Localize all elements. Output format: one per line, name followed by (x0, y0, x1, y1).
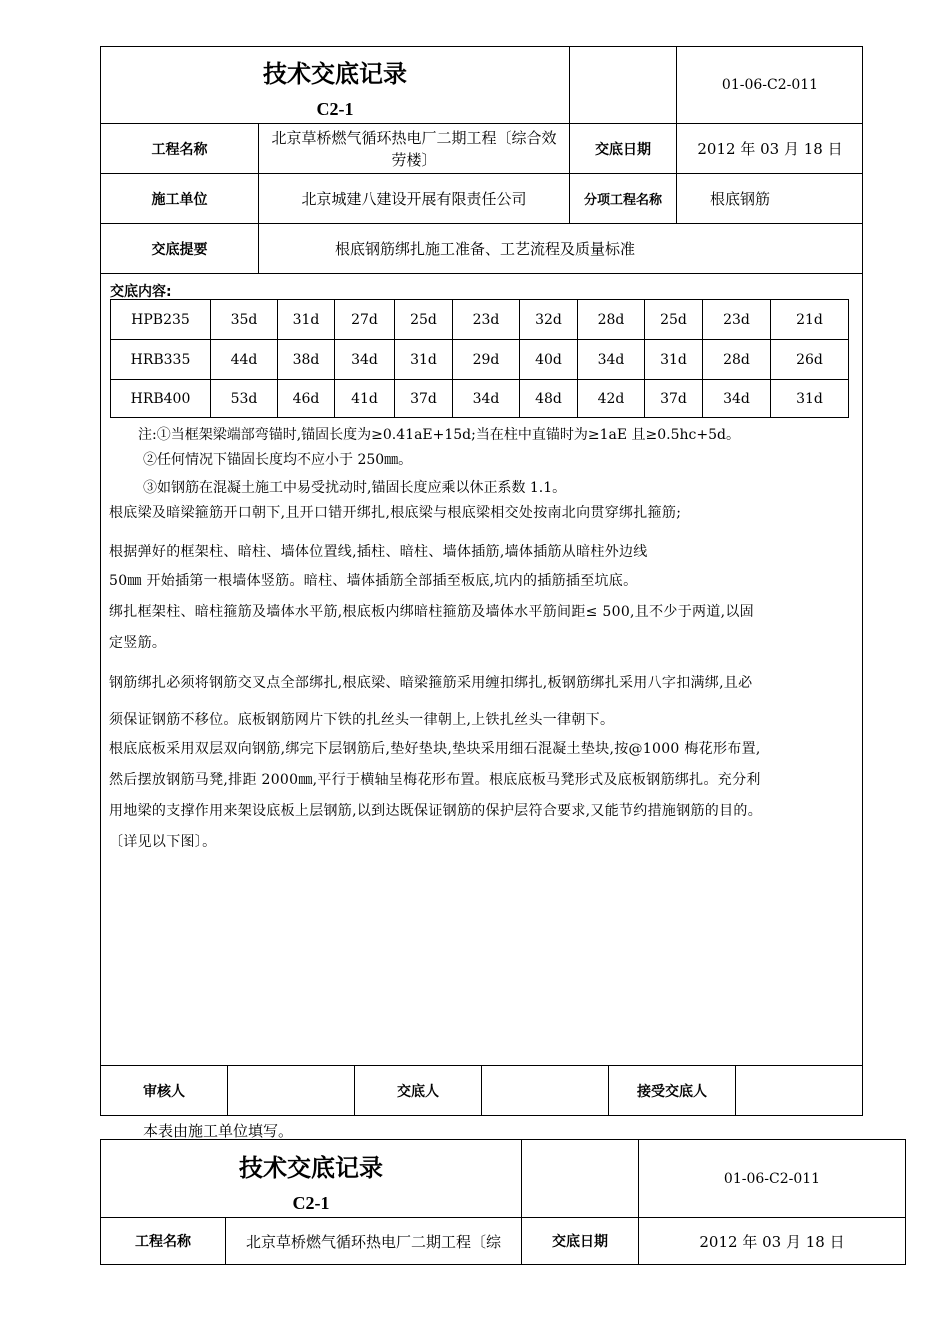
anchorage-value-cell: 53d (211, 380, 278, 418)
anchorage-value-cell: 41d (335, 380, 395, 418)
anchorage-value-cell: 31d (645, 340, 703, 380)
receiver-label: 接受交底人 (609, 1066, 736, 1116)
form1-title: 技术交底记录 (263, 60, 407, 88)
form1-date-label: 交底日期 (570, 124, 677, 174)
anchorage-value-cell: 42d (578, 380, 645, 418)
form1-unit-value: 北京城建八建设开展有限责任公司 (259, 174, 570, 224)
form2-blank-header (522, 1140, 639, 1218)
anchorage-value-cell: 35d (211, 300, 278, 340)
para-line: 根底梁及暗梁箍筋开口朝下,且开口错开绑扎,根底梁与根底梁相交处按南北向贯穿绑扎箍筋; (109, 505, 682, 521)
form2-title: 技术交底记录 (239, 1153, 383, 1182)
form1-summary-label: 交底提要 (101, 224, 259, 274)
anchorage-value-cell: 32d (520, 300, 578, 340)
form1-summary-value: 根底钢筋绑扎施工准备、工艺流程及质量标准 (259, 224, 863, 274)
anchorage-table-body (111, 300, 849, 418)
anchorage-value-cell: 38d (278, 340, 335, 380)
form1-date-value: 2012 年 03 月 18 日 (677, 124, 863, 174)
form1-project-value: 北京草桥燃气循环热电厂二期工程〔综合效劳楼〕 (259, 124, 570, 174)
note-3: ③如钢筋在混凝土施工中易受扰动时,锚固长度应乘以休正系数 1.1。 (143, 480, 567, 496)
anchorage-value-cell: 46d (278, 380, 335, 418)
anchorage-value-cell: 25d (395, 300, 453, 340)
anchorage-value-cell: 40d (520, 340, 578, 380)
note-2: ②任何情况下锚固长度均不应小于 250㎜。 (143, 452, 413, 468)
form2-doc-no: 01-06-C2-011 (639, 1140, 905, 1218)
anchorage-value-cell: 25d (645, 300, 703, 340)
steel-grade-cell: HPB235 (111, 300, 211, 340)
footnote: 本表由施工单位填写。 (143, 1122, 294, 1140)
form1-code: C2-1 (316, 99, 354, 119)
form1-unit-label: 施工单位 (101, 174, 259, 224)
form1-signature-row (101, 1065, 863, 1116)
form2 (100, 1139, 906, 1265)
anchorage-value-cell: 28d (703, 340, 771, 380)
para-line: 定竖筋。 (109, 635, 167, 651)
anchorage-value-cell: 44d (211, 340, 278, 380)
anchorage-value-cell: 29d (453, 340, 520, 380)
para-line: 然后摆放钢筋马凳,排距 2000㎜,平行于横轴呈梅花形布置。根底底板马凳形式及底板钢筋绑扎。充分利 (109, 772, 761, 788)
receiver-value[interactable] (736, 1066, 863, 1116)
form2-project-value: 北京草桥燃气循环热电厂二期工程〔综 (226, 1218, 522, 1264)
anchorage-value-cell: 37d (645, 380, 703, 418)
anchorage-value-cell: 31d (278, 300, 335, 340)
anchorage-value-cell: 34d (703, 380, 771, 418)
anchorage-value-cell: 26d (771, 340, 849, 380)
anchorage-value-cell: 34d (578, 340, 645, 380)
anchorage-value-cell: 28d (578, 300, 645, 340)
anchorage-table (110, 299, 849, 418)
form2-title-cell (101, 1140, 522, 1218)
form1-subproj-value: 根底钢筋 (677, 174, 863, 224)
form1-project-label: 工程名称 (101, 124, 259, 174)
note-1: 注:①当框架梁端部弯锚时,锚固长度为≥0.41aE+15d;当在柱中直锚时为≥1aE 且≥0.5hc+5d。 (138, 427, 740, 443)
anchorage-value-cell: 23d (453, 300, 520, 340)
para-line: 根底底板采用双层双向钢筋,绑完下层钢筋后,垫好垫块,垫块采用细石混凝土垫块,按@1000 梅花形布置, (109, 741, 761, 757)
reviewer-value[interactable] (228, 1066, 355, 1116)
anchorage-value-cell: 27d (335, 300, 395, 340)
anchorage-row (111, 380, 849, 418)
para-line: 〔详见以下图〕。 (109, 834, 217, 850)
anchorage-value-cell: 34d (335, 340, 395, 380)
discloser-value[interactable] (482, 1066, 609, 1116)
form1-doc-no: 01-06-C2-011 (677, 47, 863, 124)
content-label: 交底内容: (110, 284, 172, 300)
reviewer-label: 审核人 (101, 1066, 228, 1116)
anchorage-value-cell: 48d (520, 380, 578, 418)
para-line: 50㎜ 开始插第一根墙体竖筋。暗柱、墙体插筋全部插至板底,坑内的插筋插至坑底。 (109, 573, 638, 589)
form2-project-label: 工程名称 (101, 1218, 226, 1264)
anchorage-value-cell: 23d (703, 300, 771, 340)
para-line: 根据弹好的框架柱、暗柱、墙体位置线,插柱、暗柱、墙体插筋,墙体插筋从暗柱外边线 (109, 544, 648, 560)
form2-date-label: 交底日期 (522, 1218, 639, 1264)
steel-grade-cell: HRB335 (111, 340, 211, 380)
form2-code: C2-1 (292, 1192, 330, 1213)
anchorage-row (111, 300, 849, 340)
form1-subproj-label: 分项工程名称 (570, 174, 677, 224)
form2-date-value: 2012 年 03 月 18 日 (699, 1232, 845, 1251)
anchorage-value-cell: 34d (453, 380, 520, 418)
discloser-label: 交底人 (355, 1066, 482, 1116)
anchorage-value-cell: 37d (395, 380, 453, 418)
anchorage-value-cell: 31d (771, 380, 849, 418)
anchorage-value-cell: 31d (395, 340, 453, 380)
para-line: 须保证钢筋不移位。底板钢筋网片下铁的扎丝头一律朝上,上铁扎丝头一律朝下。 (109, 712, 615, 728)
anchorage-row (111, 340, 849, 380)
para-line: 绑扎框架柱、暗柱箍筋及墙体水平筋,根底板内绑暗柱箍筋及墙体水平筋间距≤ 500,且不少于两道,以固 (109, 604, 754, 620)
form1-title-cell (101, 47, 570, 124)
anchorage-value-cell: 21d (771, 300, 849, 340)
steel-grade-cell: HRB400 (111, 380, 211, 418)
form1-blank-header (570, 47, 677, 124)
para-line: 钢筋绑扎必须将钢筋交叉点全部绑扎,根底梁、暗梁箍筋采用缠扣绑扎,板钢筋绑扎采用八字扣满绑,且必 (109, 675, 753, 691)
para-line: 用地梁的支撑作用来架设底板上层钢筋,以到达既保证钢筋的保护层符合要求,又能节约措施钢筋的目的。 (109, 803, 762, 819)
